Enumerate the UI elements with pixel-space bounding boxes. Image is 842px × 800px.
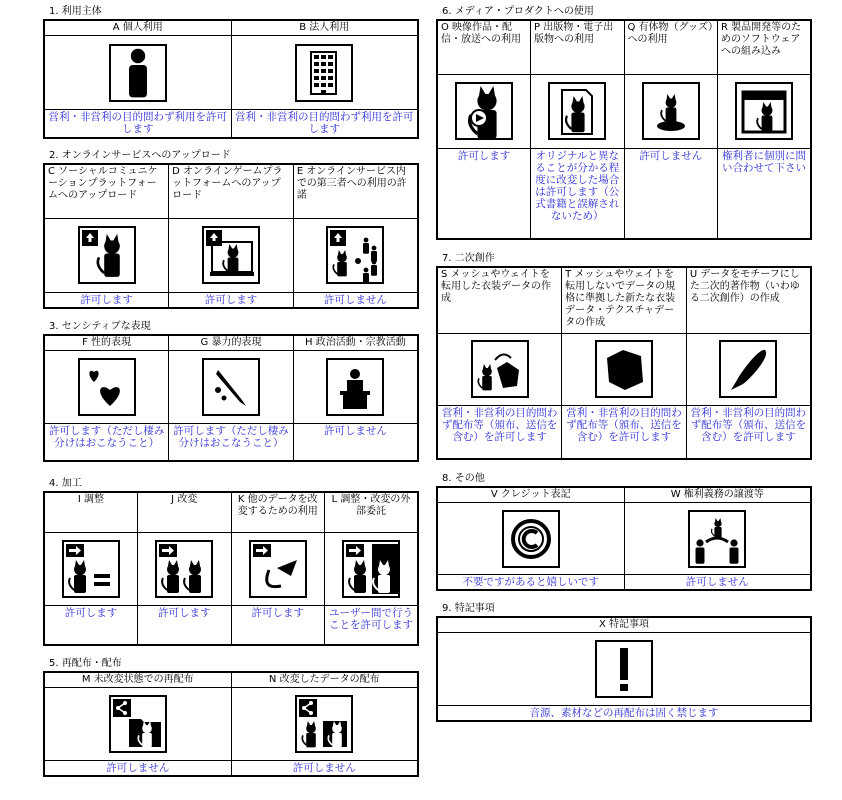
license-table — [436, 486, 812, 591]
icon-cell — [293, 218, 418, 292]
video-icon — [455, 82, 513, 140]
column-header: T メッシュやウェイトを転用しないでデータの規格に準拠した新たな衣装データ・テクスチャデータの作成 — [562, 267, 687, 333]
license-section — [43, 150, 419, 309]
icon-cell — [624, 503, 811, 575]
license-table — [43, 334, 419, 462]
section-title: 9. 特記事項 — [442, 603, 495, 614]
icon-cell — [169, 351, 294, 424]
icon-cell — [624, 74, 718, 148]
column-header: S メッシュやウェイトを転用した衣装データの作成 — [437, 267, 562, 333]
permission-result: 営利・非営利の目的問わず配布等（頒布、送信を含む）を許可します — [437, 405, 562, 459]
column-header: F 性的表現 — [44, 335, 169, 351]
column-header: A 個人利用 — [44, 20, 231, 36]
clothes-icon — [595, 340, 653, 398]
permission-result: 許可します（ただし棲み分けはおこなうこと） — [169, 424, 294, 461]
parts-icon — [249, 540, 307, 598]
license-table — [43, 491, 419, 646]
column-header: X 特記事項 — [437, 617, 811, 633]
permission-result: 許可しません — [231, 761, 418, 777]
knife-icon — [202, 358, 260, 416]
podium-icon — [326, 358, 384, 416]
column-header: M 未改変状態での再配布 — [44, 672, 231, 688]
column-header: U データをモチーフにした二次的著作物（いわゆる二次創作）の作成 — [686, 267, 811, 333]
adjust-icon — [62, 540, 120, 598]
exclamation-icon — [595, 640, 653, 698]
person-icon — [109, 44, 167, 102]
icon-cell — [293, 351, 418, 424]
icon-cell — [138, 532, 232, 605]
permission-result: 許可しません — [624, 148, 718, 239]
license-table — [436, 19, 812, 240]
icon-cell — [231, 36, 418, 110]
column-header: J 改変 — [138, 492, 232, 532]
column-header: P 出版物・電子出版物への利用 — [531, 20, 625, 74]
permission-result: ユーザー間で行うことを許可します — [325, 605, 419, 645]
license-table — [43, 163, 419, 309]
hearts-icon — [78, 358, 136, 416]
permission-result: 許可します — [231, 605, 325, 645]
icon-cell — [562, 333, 687, 405]
column-header: Q 有体物（グッズ）への利用 — [624, 20, 718, 74]
icon-cell — [531, 74, 625, 148]
section-title: 6. メディア・プロダクトへの使用 — [442, 6, 594, 17]
permission-result: 許可します — [44, 605, 138, 645]
column-header: V クレジット表記 — [437, 487, 624, 503]
upload-cat-icon — [78, 226, 136, 284]
permission-result: 許可します — [437, 148, 531, 239]
icon-cell — [231, 688, 418, 761]
column-header: G 暴力的表現 — [169, 335, 294, 351]
building-icon — [295, 44, 353, 102]
column-header: O 映像作品・配信・放送への利用 — [437, 20, 531, 74]
permission-result: 営利・非営利の目的問わず配布等（頒布、送信を含む）を許可します — [686, 405, 811, 459]
share-folder-icon — [109, 695, 167, 753]
publication-icon — [548, 82, 606, 140]
transfer-icon — [688, 510, 746, 568]
icon-cell — [437, 333, 562, 405]
permission-result: 権利者に個別に問い合わせて下さい — [718, 148, 812, 239]
icon-cell — [44, 36, 231, 110]
copyright-icon — [502, 510, 560, 568]
figure-icon — [642, 82, 700, 140]
permission-result: 許可します — [138, 605, 232, 645]
column-header: C ソーシャルコミュニケーションプラットフォームへのアップロード — [44, 164, 169, 218]
license-section — [436, 253, 812, 460]
permission-result: 営利・非営利の目的問わず配布等（頒布、送信を含む）を許可します — [562, 405, 687, 459]
column-header: W 権利義務の譲渡等 — [624, 487, 811, 503]
column-header: K 他のデータを改変するための利用 — [231, 492, 325, 532]
column-header: B 法人利用 — [231, 20, 418, 36]
column-header: L 調整・改変の外部委託 — [325, 492, 419, 532]
column-header: I 調整 — [44, 492, 138, 532]
permission-result: 許可しません — [44, 761, 231, 777]
upload-share-icon — [326, 226, 384, 284]
permission-result: 許可します — [169, 292, 294, 308]
section-title: 8. その他 — [442, 473, 485, 484]
permission-result: 音源、素材などの再配布は固く禁じます — [437, 706, 811, 722]
section-title: 7. 二次創作 — [442, 253, 495, 264]
upload-game-icon — [202, 226, 260, 284]
section-title: 5. 再配布・配布 — [49, 658, 122, 669]
license-section — [436, 6, 812, 240]
permission-result: 許可しません — [293, 424, 418, 461]
permission-result: 許可しません — [624, 575, 811, 591]
column-header: H 政治活動・宗教活動 — [293, 335, 418, 351]
icon-cell — [437, 633, 811, 706]
column-header: R 製品開発等のためのソフトウェアへの組み込み — [718, 20, 812, 74]
software-icon — [735, 82, 793, 140]
license-section — [436, 603, 812, 722]
section-title: 4. 加工 — [49, 478, 82, 489]
pen-icon — [719, 340, 777, 398]
section-title: 2. オンラインサービスへのアップロード — [49, 150, 231, 161]
icon-cell — [718, 74, 812, 148]
license-section — [43, 6, 419, 139]
icon-cell — [44, 218, 169, 292]
license-section — [43, 321, 419, 462]
icon-cell — [686, 333, 811, 405]
icon-cell — [437, 503, 624, 575]
permission-result: 許可します（ただし棲み分けはおこなうこと） — [44, 424, 169, 461]
share-modified-icon — [295, 695, 353, 753]
license-table — [43, 671, 419, 777]
section-title: 1. 利用主体 — [49, 6, 102, 17]
icon-cell — [437, 74, 531, 148]
permission-result: オリジナルと異なることが分かる程度に改変した場合は許可します（公式書籍と誤解されないため） — [531, 148, 625, 239]
permission-result: 許可します — [44, 292, 169, 308]
permission-result: 許可しません — [293, 292, 418, 308]
icon-cell — [325, 532, 419, 605]
permission-result: 不要ですがあると嬉しいです — [437, 575, 624, 591]
icon-cell — [44, 688, 231, 761]
permission-result: 営利・非営利の目的問わず利用を許可します — [44, 110, 231, 138]
icon-cell — [44, 351, 169, 424]
license-section — [436, 473, 812, 591]
section-title: 3. センシティブな表現 — [49, 321, 151, 332]
icon-cell — [44, 532, 138, 605]
license-table — [436, 266, 812, 460]
column-header: E オンラインサービス内での第三者への利用の許諾 — [293, 164, 418, 218]
cat-to-clothes-icon — [471, 340, 529, 398]
license-section — [43, 478, 419, 646]
outsource-icon — [342, 540, 400, 598]
license-table — [43, 19, 419, 139]
permission-result: 営利・非営利の目的問わず利用を許可します — [231, 110, 418, 138]
column-header: N 改変したデータの配布 — [231, 672, 418, 688]
license-table — [436, 616, 812, 722]
icon-cell — [169, 218, 294, 292]
icon-cell — [231, 532, 325, 605]
modify-icon — [155, 540, 213, 598]
column-header: D オンラインゲームプラットフォームへのアップロード — [169, 164, 294, 218]
license-section — [43, 658, 419, 777]
